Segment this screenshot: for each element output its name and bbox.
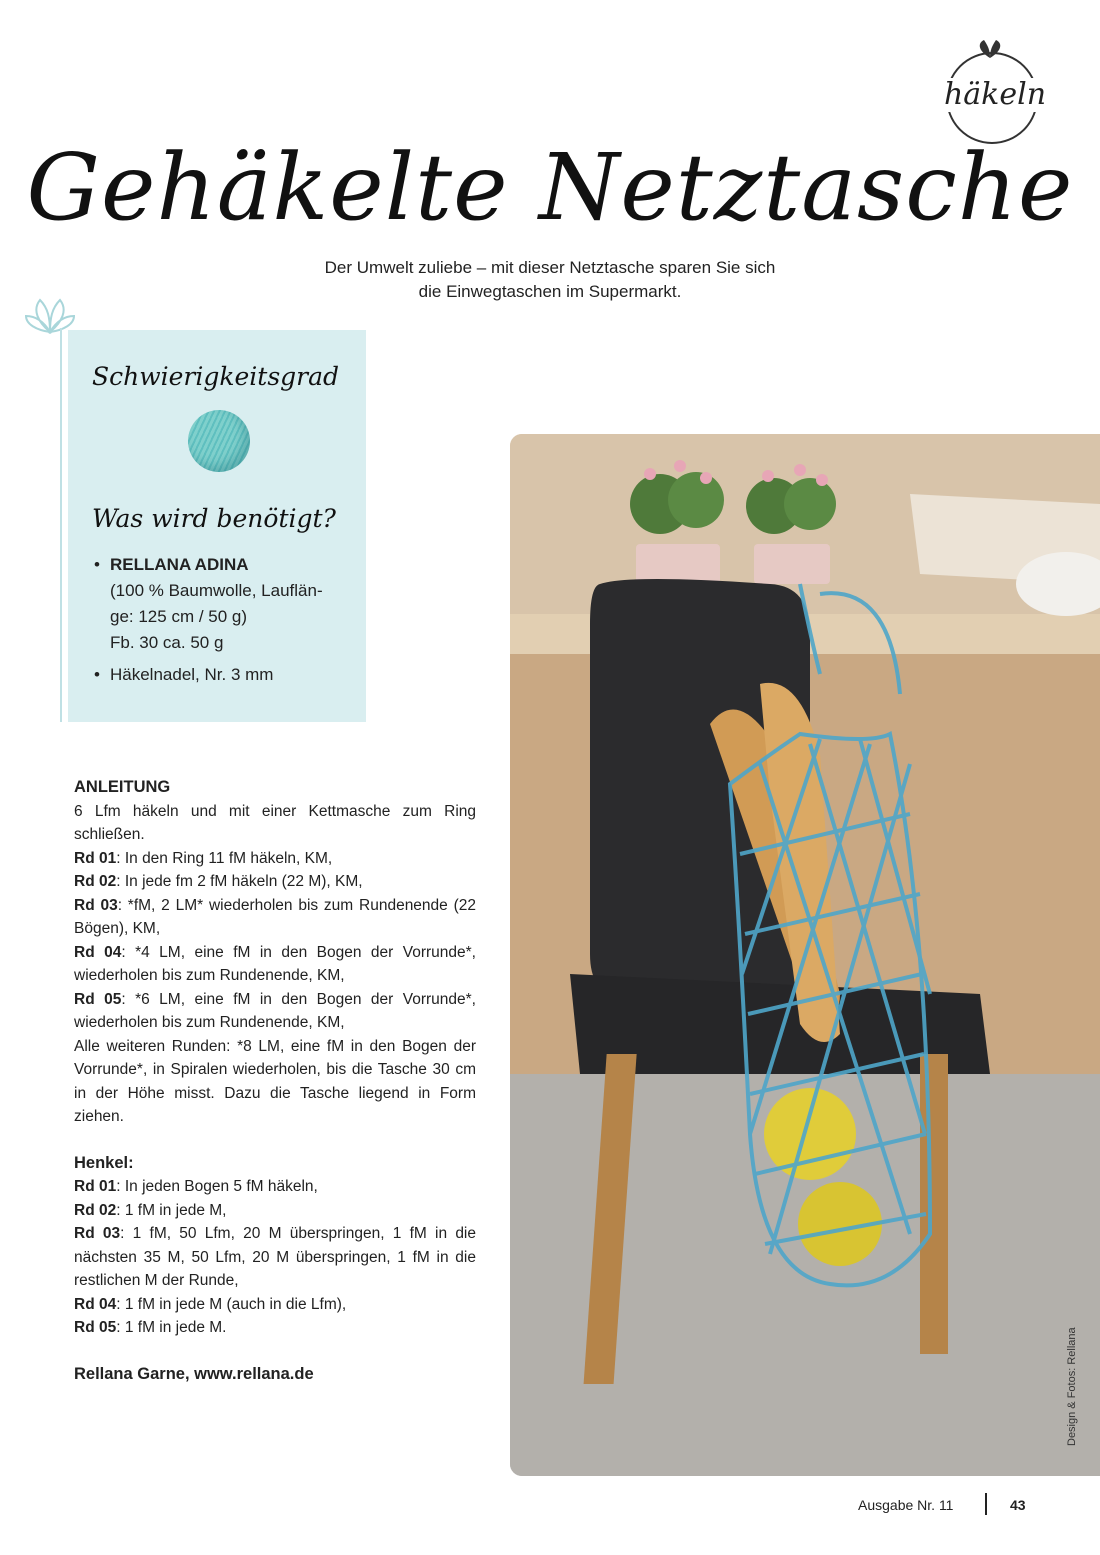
round-text: : 1 fM in jede M, <box>116 1201 227 1219</box>
round-text: : *6 LM, eine fM in den Bogen der Vorrunde*, wiederholen bis zum Rundenende, KM, <box>74 990 476 1031</box>
round-label: Rd 02 <box>74 1201 117 1219</box>
round-label: Rd 04 <box>74 943 122 961</box>
handle-heading: Henkel: <box>74 1153 134 1172</box>
round-text: : *4 LM, eine fM in den Bogen der Vorrunde*, wiederholen bis zum Rundenende, KM, <box>74 943 476 984</box>
subtitle-line: Der Umwelt zuliebe – mit dieser Netztasche sparen Sie sich <box>324 258 776 277</box>
round-line <box>74 1293 476 1317</box>
instructions-intro: 6 Lfm häkeln und mit einer Kettmasche zum Ring schließen. <box>74 802 476 843</box>
round-line <box>74 1316 476 1340</box>
category-badge-label: häkeln <box>936 78 1054 112</box>
issue-number: Ausgabe Nr. 11 <box>858 1497 954 1513</box>
round-line <box>74 988 476 1035</box>
subtitle-line: die Einwegtaschen im Supermarkt. <box>418 282 682 301</box>
round-text: : 1 fM in jede M. <box>116 1319 227 1336</box>
photo-credit <box>1066 1296 1080 1446</box>
leaf-decoration-icon <box>22 288 78 334</box>
materials-heading: Was wird benötigt? <box>92 504 336 533</box>
difficulty-heading: Schwierigkeitsgrad <box>92 362 340 391</box>
round-text: : 1 fM in jede M (auch in die Lfm), <box>116 1295 347 1313</box>
divider <box>60 328 62 722</box>
round-label: Rd 01 <box>74 849 117 867</box>
photo-illustration <box>510 434 1100 1476</box>
round-label: Rd 02 <box>74 873 117 890</box>
round-line <box>74 847 476 871</box>
photo-credit-text: Design & Fotos: Rellana <box>1066 1327 1078 1446</box>
round-line <box>74 870 476 894</box>
footer-divider <box>985 1493 987 1515</box>
round-line <box>74 1175 476 1199</box>
yarn-ball-difficulty-icon <box>188 410 250 472</box>
round-label: Rd 03 <box>74 1225 121 1242</box>
round-label: Rd 04 <box>74 1295 117 1313</box>
material-detail: (100 % Baumwolle, Lauflän- <box>110 581 323 600</box>
round-label: Rd 01 <box>74 1178 117 1195</box>
round-line <box>74 894 476 941</box>
source-link: Rellana Garne, www.rellana.de <box>74 1364 314 1383</box>
round-text: : In jeden Bogen 5 fM häkeln, <box>116 1178 318 1195</box>
round-text: : In den Ring 11 fM häkeln, KM, <box>116 849 333 867</box>
material-detail: ge: 125 cm / 50 g) <box>110 607 248 626</box>
round-label: Rd 05 <box>74 1319 117 1336</box>
round-label: Rd 03 <box>74 896 118 914</box>
page-title: Gehäkelte Netztasche <box>26 134 1074 241</box>
further-rounds: Alle weiteren Runden: *8 LM, eine fM in den Bogen der Vorrunde*, in Spiralen wiederholen, bis die Tasche 30 cm in der Höhe misst. Dazu die Tasche liegend in Form ziehen. <box>74 1037 476 1125</box>
round-label: Rd 05 <box>74 990 122 1008</box>
material-name: • RELLANA ADINA <box>110 555 249 574</box>
list-item <box>94 662 364 688</box>
product-photo <box>510 434 1100 1476</box>
round-text: : *fM, 2 LM* wiederholen bis zum Rundenende (22 Bögen), KM, <box>74 896 476 937</box>
page-number: 43 <box>1010 1497 1026 1513</box>
round-text: : 1 fM, 50 Lfm, 20 M überspringen, 1 fM in die nächsten 35 M, 50 Lfm, 20 M überspringen, 1 fM in die restlichen M der Runde, <box>74 1225 476 1289</box>
instructions <box>74 776 476 1386</box>
material-name: Häkelnadel, Nr. 3 mm <box>110 665 274 684</box>
round-line <box>74 941 476 988</box>
list-item <box>94 552 364 656</box>
subtitle <box>200 256 900 304</box>
round-line <box>74 1199 476 1223</box>
round-line <box>74 1222 476 1293</box>
instructions-heading: ANLEITUNG <box>74 778 171 796</box>
materials-list <box>94 552 364 694</box>
material-detail: Fb. 30 ca. 50 g <box>110 633 224 652</box>
round-text: : In jede fm 2 fM häkeln (22 M), KM, <box>116 873 363 890</box>
